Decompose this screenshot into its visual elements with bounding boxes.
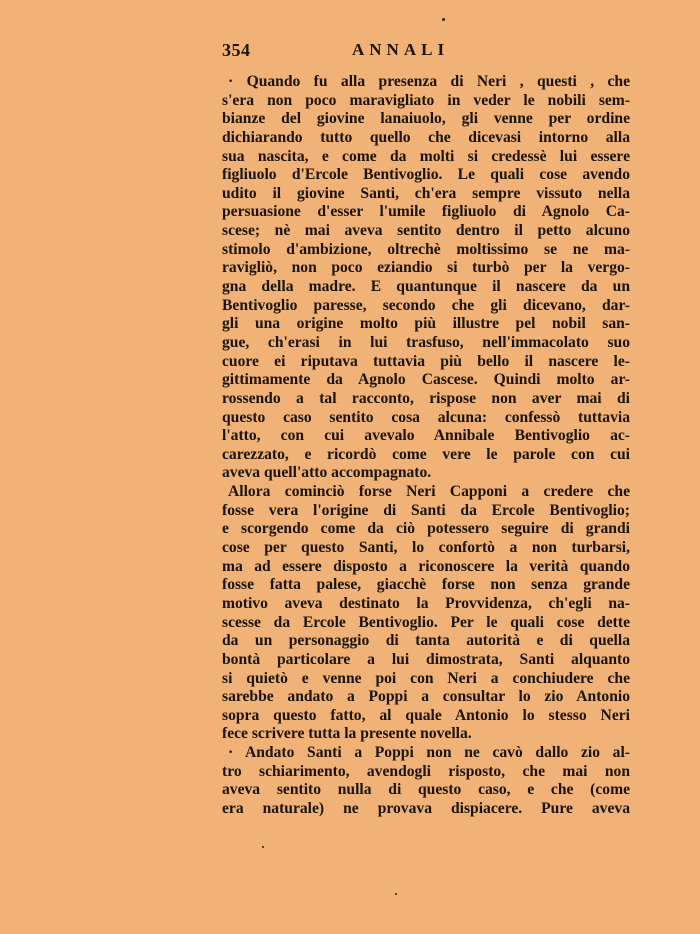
page-number: 354 (222, 40, 251, 60)
speck-mark (442, 18, 445, 21)
speck-mark (262, 846, 264, 848)
text-line: ravigliò, non poco eziandio si turbò per la vergo- (222, 259, 630, 277)
text-line: udito il giovine Santi, ch'era sempre vissuto nella (222, 184, 630, 202)
text-line: fosse fatta palese, giacchè forse non senza grande (222, 576, 630, 594)
text-line: gittimamente da Agnolo Cascese. Quindi molto ar- (222, 371, 630, 389)
text-line: scesse da Ercole Bentivoglio. Per le quali cose dette (222, 613, 630, 631)
text-line: Allora cominciò forse Neri Capponi a credere che (228, 483, 630, 501)
text-line: dichiarando tutto quello che dicevasi intorno alla (222, 128, 630, 146)
running-head: ANNALI (352, 40, 450, 59)
text-line: aveva quell'atto accompagnato. (222, 464, 432, 482)
text-line: carezzato, e ricordò come vere le parole con cui (222, 445, 630, 463)
text-line: motivo aveva destinato la Provvidenza, ch'egli na- (222, 594, 630, 612)
text-line: s'era non poco maravigliato in veder le nobili sem- (222, 91, 630, 109)
text-line: fece scrivere tutta la presente novella. (222, 725, 472, 743)
text-line: gue, ch'erasi in lui trasfuso, nell'immacolato suo (222, 333, 630, 351)
text-line: era naturale) ne provava dispiacere. Pure aveva (222, 799, 630, 817)
text-line: · Quando fu alla presenza di Neri , questi , che (228, 73, 630, 90)
text-line: gli una origine molto più illustre pel nobil san- (222, 315, 630, 333)
text-line: l'atto, con cui avevalo Annibale Bentivoglio ac- (222, 427, 630, 445)
text-line: stimolo d'ambizione, oltrechè moltissimo se ne ma- (222, 240, 630, 258)
text-line: bianze del giovine lanaiuolo, gli venne per ordine (222, 110, 630, 128)
text-line: Bentivoglio paresse, secondo che gli dicevano, dar- (222, 296, 630, 314)
text-line: tro schiarimento, avendogli risposto, che mai non (222, 762, 630, 780)
text-line: rossendo a tal racconto, rispose non aver mai di (222, 389, 630, 407)
text-line: · Andato Santi a Poppi non ne cavò dallo zio al- (228, 744, 630, 762)
text-line: persuasione d'esser l'umile figliuolo di Agnolo Ca- (222, 203, 630, 221)
body-text (222, 73, 630, 819)
text-line: ma ad essere disposto a riconoscere la verità quando (222, 557, 630, 575)
text-line: si quietò e venne poi con Neri a conchiudere che (222, 669, 630, 687)
text-line: bontà particolare a lui dimostrata, Santi alquanto (222, 650, 630, 668)
text-line: cose per questo Santi, lo confortò a non turbarsi, (222, 539, 630, 557)
page-header (222, 40, 632, 70)
text-line: aveva sentito nulla di questo caso, e che (come (222, 781, 630, 799)
text-line: da un personaggio di tanta autorità e di quella (222, 632, 630, 650)
speck-mark (395, 893, 397, 895)
text-line: questo caso sentito cosa alcuna: confessò tuttavia (222, 408, 630, 426)
text-line: scese; nè mai aveva sentito dentro il petto alcuno (222, 222, 630, 240)
text-line: sarebbe andato a Poppi a consultar lo zio Antonio (222, 688, 630, 706)
text-line: e scorgendo come da ciò potessero seguire di grandi (222, 520, 630, 538)
text-line: cuore ei riputava tuttavia più bello il nascere le- (222, 352, 630, 370)
text-line: figliuolo d'Ercole Bentivoglio. Le quali cose avendo (222, 166, 630, 184)
text-line: fosse vera l'origine di Santi da Ercole Bentivoglio; (222, 501, 630, 519)
text-line: gna della madre. E quantunque il nascere da un (222, 278, 630, 296)
text-line: sua nascita, e come da molti si credessè lui essere (222, 147, 630, 165)
text-line: sopra questo fatto, al quale Antonio lo stesso Neri (222, 706, 630, 724)
